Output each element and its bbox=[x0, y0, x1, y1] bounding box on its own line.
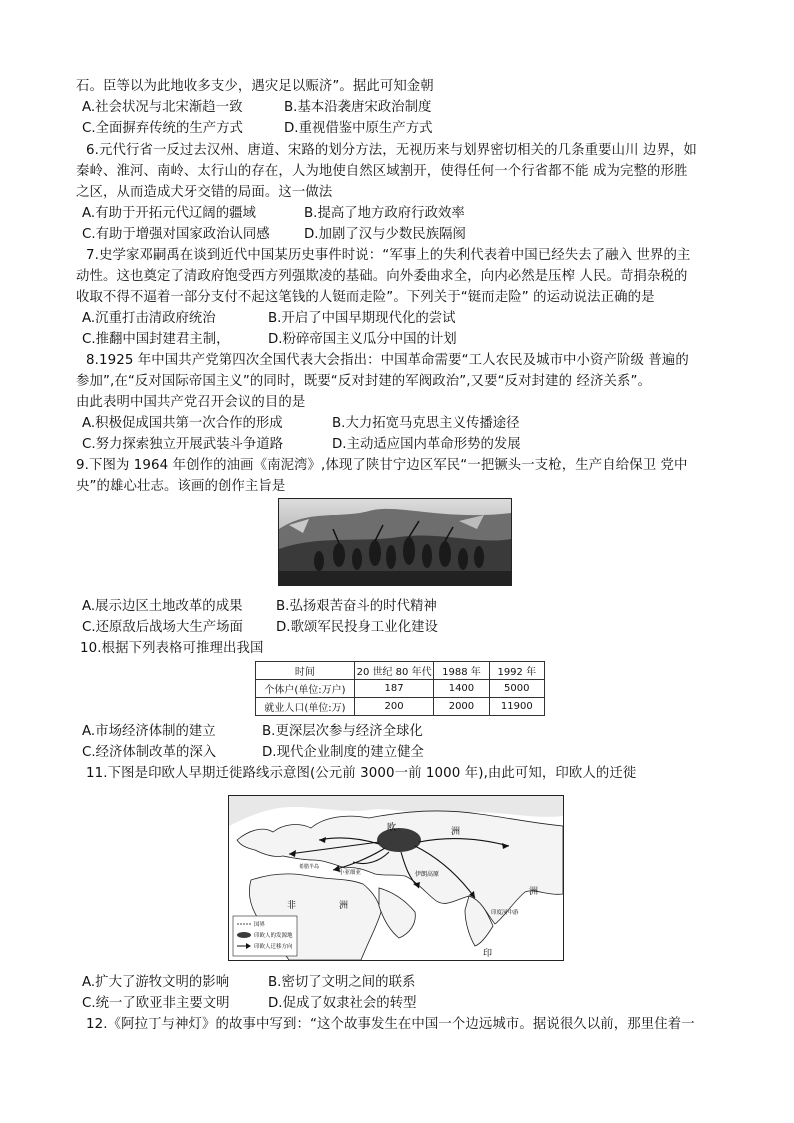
table-row bbox=[256, 698, 545, 716]
table-header-cell: 1988 年 bbox=[434, 662, 489, 680]
q10-option-c: C.经济体制改革的深入 bbox=[82, 745, 217, 760]
nanniwan-painting-image bbox=[278, 498, 512, 586]
table-cell: 就业人口(单位:万) bbox=[256, 698, 355, 716]
q7-stem-2: 动性。这也奠定了清政府饱受西方列强欺凌的基础。向外委曲求全，向内必然是压榨 人民。苛捐杂税的 bbox=[76, 269, 688, 284]
q10-option-b: B.更深层次参与经济全球化 bbox=[262, 724, 423, 739]
q8-option-d: D.主动适应国内革命形势的发展 bbox=[332, 437, 521, 452]
q9-option-b: B.弘扬艰苦奋斗的时代精神 bbox=[276, 599, 437, 614]
map-legend bbox=[233, 916, 297, 956]
q5-option-b: B.基本沿袭唐宋政治制度 bbox=[284, 100, 432, 115]
map-label-asia-minor: 小亚细亚 bbox=[339, 870, 362, 876]
table-cell: 1400 bbox=[434, 680, 489, 698]
q5-option-c: C.全面摒弃传统的生产方式 bbox=[82, 121, 243, 136]
map-label-greece: 希腊半岛 bbox=[299, 864, 320, 870]
legend-border: 国界 bbox=[254, 922, 266, 928]
q10-option-d: D.现代企业制度的建立健全 bbox=[262, 745, 424, 760]
q6-option-b: B.提高了地方政府行政效率 bbox=[304, 206, 465, 221]
q11-stem: 11.下图是印欧人早期迁徙路线示意图(公元前 3000一前 1000 年),由此可知，印欧人的迁徙 bbox=[86, 766, 637, 781]
table-row bbox=[256, 680, 545, 698]
legend-migration: 印欧人迁移方向 bbox=[254, 944, 293, 950]
q7-option-d: D.粉碎帝国主义瓜分中国的计划 bbox=[268, 332, 457, 347]
q7-option-b: B.开启了中国早期现代化的尝试 bbox=[268, 311, 456, 326]
q10-data-table bbox=[255, 661, 545, 716]
q6-option-c: C.有助于增强对国家政治认同感 bbox=[82, 227, 270, 242]
map-label-europe-b: 洲 bbox=[451, 827, 461, 837]
map-label-iran: 伊朗高原 bbox=[415, 871, 440, 878]
question-5-tail: 石。臣等以为此地收多支少，遇灾足以赈济”。据此可知金朝 bbox=[76, 79, 434, 94]
table-cell: 11900 bbox=[489, 698, 544, 716]
q8-option-a: A.积极促成国共第一次合作的形成 bbox=[82, 416, 283, 431]
table-header-cell: 时间 bbox=[256, 662, 355, 680]
q7-option-a: A.沉重打击清政府统治 bbox=[82, 311, 216, 326]
q5-option-d: D.重视借鉴中原生产方式 bbox=[284, 121, 433, 136]
q9-option-d: D.歌颂军民投身工业化建设 bbox=[276, 620, 438, 635]
q7-stem-3: 收取不得不逼着一部分支付不起这笔钱的人铤而走险”。下列关于“铤而走险” 的运动说法正确的是 bbox=[76, 290, 655, 305]
table-cell: 200 bbox=[354, 698, 433, 716]
q10-stem: 10.根据下列表格可推理出我国 bbox=[80, 641, 264, 656]
map-label-africa-b: 洲 bbox=[339, 901, 349, 911]
q11-option-c: C.统一了欧亚非主要文明 bbox=[82, 996, 230, 1011]
map-label-africa-a: 非 bbox=[287, 901, 297, 911]
q12-stem: 12.《阿拉丁与神灯》的故事中写到：“这个故事发生在中国一个边远城市。据说很久以前，那里住着一 bbox=[86, 1017, 695, 1032]
legend-homeland: 印欧人的发源地 bbox=[254, 933, 293, 939]
q6-option-a: A.有助于开拓元代辽阔的疆域 bbox=[82, 206, 256, 221]
map-label-asia: 洲 bbox=[529, 887, 539, 897]
map-label-india-ocean: 印 bbox=[483, 949, 493, 959]
q9-stem-1: 9.下图为 1964 年创作的油画《南泥湾》,体现了陕甘宁边区军民“一把镢头一支枪，生产自给保卫 党中 bbox=[76, 458, 688, 473]
map-label-europe: 欧 bbox=[387, 823, 397, 833]
table-cell: 2000 bbox=[434, 698, 489, 716]
table-header-row bbox=[256, 662, 545, 680]
q7-stem-1: 7.史学家邓嗣禹在谈到近代中国某历史事件时说：“军事上的失利代表着中国已经失去了融入 世界的主 bbox=[86, 248, 691, 263]
q8-option-b: B.大力拓宽马克思主义传播途径 bbox=[332, 416, 520, 431]
q11-option-d: D.促成了奴隶社会的转型 bbox=[268, 996, 417, 1011]
q9-option-c: C.还原敌后战场大生产场面 bbox=[82, 620, 243, 635]
table-cell: 187 bbox=[354, 680, 433, 698]
map-label-india: 印度河中游 bbox=[491, 910, 519, 916]
q8-option-c: C.努力探索独立开展武装斗争道路 bbox=[82, 437, 284, 452]
q10-option-a: A.市场经济体制的建立 bbox=[82, 724, 216, 739]
indo-european-migration-map bbox=[228, 795, 564, 961]
table-header-cell: 20 世纪 80 年代 bbox=[354, 662, 433, 680]
q8-stem-1: 8.1925 年中国共产党第四次全国代表大会指出：中国革命需要“工人农民及城市中小资产阶级 普遍的 bbox=[86, 353, 689, 368]
q9-stem-2: 央”的雄心壮志。该画的创作主旨是 bbox=[76, 479, 286, 494]
q11-option-a: A.扩大了游牧文明的影响 bbox=[82, 975, 230, 990]
q8-stem-2: 参加”,在“反对国际帝国主义”的同时，既要“反对封建的军阀政治”,又要“反对封建的 经济关系”。 bbox=[76, 374, 651, 389]
table-cell: 个体户(单位:万户) bbox=[256, 680, 355, 698]
q9-option-a: A.展示边区土地改革的成果 bbox=[82, 599, 243, 614]
q6-stem-1: 6.元代行省一反过去汉州、唐道、宋路的划分方法，无视历来与划界密切相关的几条重要山川 边界，如 bbox=[86, 143, 697, 158]
q6-stem-3: 之区，从而造成犬牙交错的局面。这一做法 bbox=[76, 185, 333, 200]
q7-option-c: C.推翻中国封建君主制， bbox=[82, 332, 230, 347]
q8-stem-3: 由此表明中国共产党召开会议的目的是 bbox=[76, 395, 306, 410]
table-cell: 5000 bbox=[489, 680, 544, 698]
q6-stem-2: 秦岭、淮河、南岭、太行山的存在，人为地使自然区域割开，使得任何一个行省都不能 成为完整的形胜 bbox=[76, 164, 688, 179]
q5-option-a: A.社会状况与北宋渐趋一致 bbox=[82, 100, 243, 115]
q11-option-b: B.密切了文明之间的联系 bbox=[268, 975, 416, 990]
q6-option-d: D.加剧了汉与少数民族隔阂 bbox=[304, 227, 466, 242]
table-header-cell: 1992 年 bbox=[489, 662, 544, 680]
